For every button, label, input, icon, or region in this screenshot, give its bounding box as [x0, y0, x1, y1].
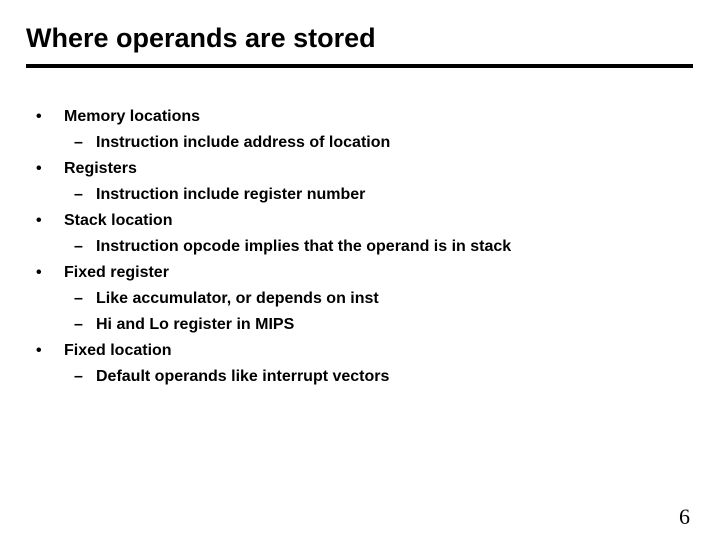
sub-bullet-text: Instruction include address of location — [96, 134, 391, 151]
bullet-item — [0, 208, 720, 234]
bullet-icon: • — [36, 264, 42, 281]
bullet-item — [0, 338, 720, 364]
bullet-text: Fixed register — [64, 264, 169, 281]
bullet-text: Stack location — [64, 212, 173, 229]
bullet-text: Fixed location — [64, 342, 172, 359]
dash-icon: – — [74, 368, 83, 385]
bullet-icon: • — [36, 212, 42, 229]
title-divider — [26, 64, 693, 68]
sub-bullet-item — [0, 286, 720, 312]
bullet-list — [0, 104, 720, 390]
bullet-icon: • — [36, 342, 42, 359]
sub-bullet-text: Like accumulator, or depends on inst — [96, 290, 379, 307]
slide-title: Where operands are stored — [26, 23, 376, 53]
dash-icon: – — [74, 316, 83, 333]
bullet-icon: • — [36, 160, 42, 177]
sub-bullet-text: Instruction include register number — [96, 186, 366, 203]
sub-bullet-item — [0, 312, 720, 338]
bullet-item — [0, 156, 720, 182]
bullet-icon: • — [36, 108, 42, 125]
bullet-item — [0, 260, 720, 286]
dash-icon: – — [74, 238, 83, 255]
page-number: 6 — [679, 504, 690, 529]
dash-icon: – — [74, 186, 83, 203]
sub-bullet-text: Instruction opcode implies that the operand is in stack — [96, 238, 512, 255]
sub-bullet-item — [0, 364, 720, 390]
bullet-item — [0, 104, 720, 130]
sub-bullet-text: Hi and Lo register in MIPS — [96, 316, 295, 333]
bullet-text: Registers — [64, 160, 137, 177]
sub-bullet-item — [0, 130, 720, 156]
dash-icon: – — [74, 290, 83, 307]
bullet-text: Memory locations — [64, 108, 201, 125]
sub-bullet-item — [0, 182, 720, 208]
dash-icon: – — [74, 134, 83, 151]
sub-bullet-text: Default operands like interrupt vectors — [96, 368, 390, 385]
sub-bullet-item — [0, 234, 720, 260]
